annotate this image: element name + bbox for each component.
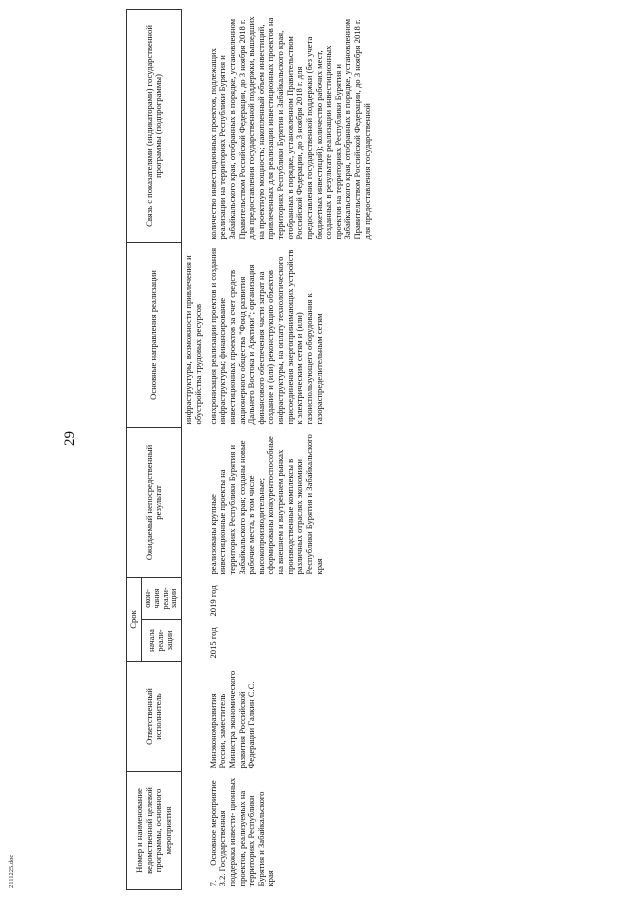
program-table [126,9,375,890]
header-directions: Основные направления реализации [127,242,182,427]
header-start: начала реали- зации [141,620,182,662]
header-result: Ожидаемый непосредственный результат [127,427,182,577]
header-program: Номер и наименование ведомственной целевой программы, основного мероприятия [127,772,182,890]
cont-directions: инфраструктуры, возможности привлечения и обустройства трудовых ресурсов [183,255,204,425]
row7-number: 7. [207,880,218,887]
table-row-7 [206,9,376,889]
cont-cell-2 [182,662,206,772]
row7-executor: Минэкономразвития России, заместитель Министра экономического развития Российской Федерации Галкин С.С. [207,670,257,769]
header-executor: Ответственный исполнитель [127,662,182,772]
cont-cell-7 [182,9,206,242]
row7-indicators: количество инвестиционных проектов, подлежащих реализации на территориях Республики Бурятия и Забайкальского края, отобранных в порядке, установленном Правительством Российской Федерации, до 3 ноября 2018 г. для предоставления государственной поддержки, вышедших на проектную мощность; накопленный объем инвестиций, привлеченных для реализации инвестиционных проектов на территориях Республики Бурятия и Забайкальского края, отобранных в порядке, установленном Правительством Российской Федерации, до 3 ноября 2018 г. для предоставления государственной поддержки (без учета бюджетных инвестиций); количество рабочих мест, созданных в результате реализации инвестиционных проектов на территориях Республики Бурятия и Забайкальского края, отобранных в порядке, установленном Правительством Российской Федерации, до 3 ноября 2018 г. для предоставления государственной [207,16,372,240]
row7-end: 2019 год [207,585,218,617]
table-row-continuation [182,9,206,889]
row7-name: Основное мероприятие 3.2. Государственная поддержка инвести- ционных проектов, реализуемых на территориях Республики Бурятия и Забайкальского края [207,777,276,887]
header-term: Срок [127,577,142,661]
row7-result: реализованы крупные инвестиционные проекты на территориях Республики Бурятия и Забайкальского края; созданы новые рабочие места, в том числе высокопроизводительные; сформированы конкурентоспособные на внешнем и внутреннем рынках производственные комплексы в различных отраслях экономики Республики Бурятия и Забайкальского края [207,434,324,575]
header-end: окон- чания реали- зации [141,577,182,619]
rotated-page-content [126,10,596,890]
header-indicators: Связь с показателями (индикаторами) государственной программы (подпрограммы) [127,9,182,242]
row7-program [206,772,376,890]
cont-cell-3 [182,620,206,662]
cont-cell-1 [182,772,206,890]
page-number: 29 [62,431,78,446]
row7-directions: синхронизация реализации проектов и создания инфраструктуры; финансирование инвестиционных проектов за счет средств акционерного общества "Фонд развития Дальнего Востока и Арктики"; организация финансового обеспечения части затрат на создание и (или) реконструкцию объектов инфраструктуры, на оплату технологического присоединения энергопринимающих устройств к электрическим сетям и (или) газоиспользующего оборудования к газораспределительным сетям [207,247,324,425]
document-code: 2111225.doc [8,854,15,888]
cont-cell-5 [182,427,206,577]
row7-start: 2015 год [207,627,218,659]
cont-cell-4 [182,577,206,619]
